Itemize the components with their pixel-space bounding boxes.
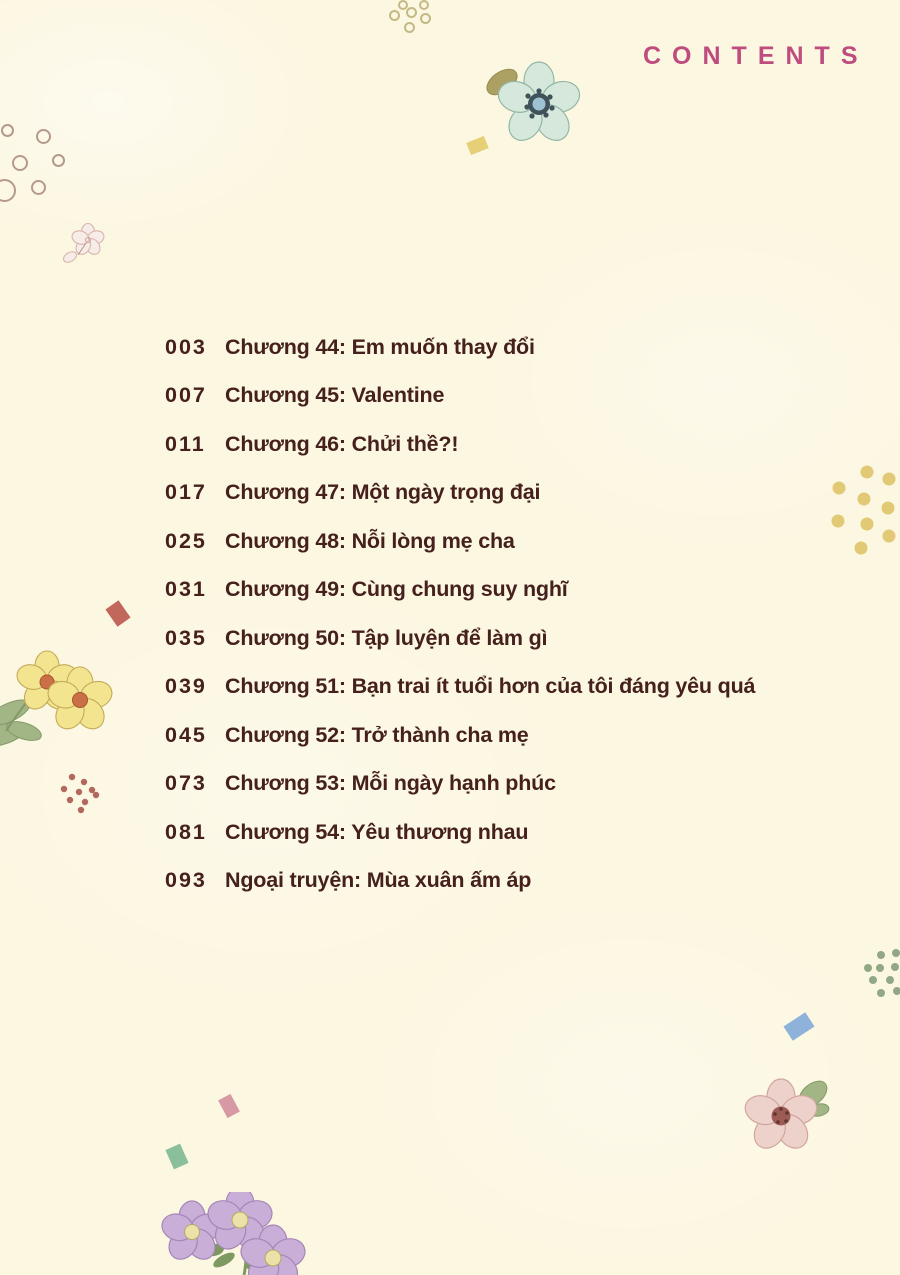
circle-icon bbox=[12, 155, 28, 171]
toc-entry-title: Chương 45: Valentine bbox=[225, 383, 445, 408]
confetti-red-icon bbox=[105, 600, 130, 626]
toc-entry-title: Chương 49: Cùng chung suy nghĩ bbox=[225, 577, 568, 602]
circle-icon bbox=[404, 22, 415, 33]
teal-flower-icon bbox=[486, 52, 588, 158]
toc-entry bbox=[165, 760, 755, 809]
page-title: CONTENTS bbox=[643, 42, 869, 70]
toc-entry bbox=[165, 469, 755, 518]
toc-list bbox=[165, 323, 755, 905]
toc-page-number: 045 bbox=[165, 722, 207, 747]
plum-blossom-icon bbox=[60, 220, 112, 266]
toc-entry-title: Chương 51: Bạn trai ít tuổi hơn của tôi đáng yêu quá bbox=[225, 674, 756, 699]
toc-page-number: 025 bbox=[165, 528, 207, 553]
circle-icon bbox=[419, 0, 429, 10]
brown-dot-cluster-icon bbox=[58, 770, 103, 818]
circle-icon bbox=[1, 124, 14, 137]
toc-entry-title: Chương 52: Trở thành cha mẹ bbox=[225, 722, 529, 747]
toc-page-number: 017 bbox=[165, 480, 207, 505]
toc-entry-title: Chương 54: Yêu thương nhau bbox=[225, 819, 529, 844]
circle-icon bbox=[406, 7, 417, 18]
toc-entry bbox=[165, 372, 755, 421]
toc-page-number: 031 bbox=[165, 577, 207, 602]
toc-page-number: 035 bbox=[165, 625, 207, 650]
circle-icon bbox=[389, 10, 400, 21]
toc-entry bbox=[165, 857, 755, 906]
circle-icon bbox=[0, 179, 16, 202]
toc-page-number: 081 bbox=[165, 819, 207, 844]
toc-entry bbox=[165, 420, 755, 469]
toc-entry-title: Ngoại truyện: Mùa xuân ấm áp bbox=[225, 868, 532, 893]
yellow-dot-cluster-icon bbox=[828, 462, 900, 557]
toc-page-number: 011 bbox=[165, 431, 206, 456]
toc-entry-title: Chương 46: Chửi thề?! bbox=[225, 431, 459, 456]
toc-entry-title: Chương 48: Nỗi lòng mẹ cha bbox=[225, 528, 515, 553]
toc-page-number: 093 bbox=[165, 868, 207, 893]
toc-entry bbox=[165, 663, 755, 712]
circle-icon bbox=[420, 13, 431, 24]
toc-entry-title: Chương 53: Mỗi ngày hạnh phúc bbox=[225, 771, 556, 796]
toc-page-number: 039 bbox=[165, 674, 207, 699]
toc-entry bbox=[165, 566, 755, 615]
confetti-green-icon bbox=[165, 1144, 188, 1170]
confetti-pink-icon bbox=[218, 1094, 240, 1118]
toc-entry bbox=[165, 711, 755, 760]
toc-page-number: 003 bbox=[165, 334, 207, 359]
pink-flower-icon bbox=[735, 1068, 835, 1168]
toc-entry-title: Chương 47: Một ngày trọng đại bbox=[225, 480, 541, 505]
toc-entry bbox=[165, 517, 755, 566]
toc-entry-title: Chương 44: Em muốn thay đổi bbox=[225, 334, 535, 359]
green-dot-cluster-icon bbox=[860, 945, 900, 1003]
purple-flower-cluster-icon bbox=[148, 1192, 338, 1275]
toc-entry bbox=[165, 808, 755, 857]
toc-entry-title: Chương 50: Tập luyện để làm gì bbox=[225, 625, 548, 650]
circle-icon bbox=[36, 129, 51, 144]
confetti-blue-icon bbox=[783, 1012, 814, 1040]
toc-page-number: 073 bbox=[165, 771, 207, 796]
circle-icon bbox=[31, 180, 46, 195]
toc-entry bbox=[165, 323, 755, 372]
toc-page-number: 007 bbox=[165, 383, 207, 408]
circle-icon bbox=[52, 154, 65, 167]
toc-entry bbox=[165, 614, 755, 663]
yellow-flower-pair-icon bbox=[0, 643, 128, 751]
